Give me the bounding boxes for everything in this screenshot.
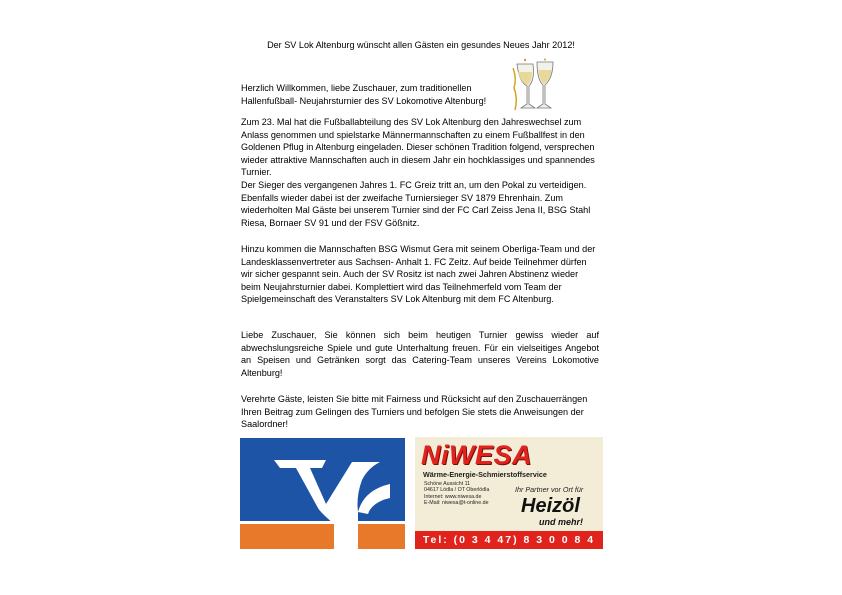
- niwesa-advertisement: [415, 437, 603, 549]
- niwesa-subtitle: Wärme-Energie-Schmierstoffservice: [423, 470, 547, 479]
- paragraph-5: Verehrte Gäste, leisten Sie bitte mit Fairness und Rücksicht auf den Zuschauerrängen Ihren Beitrag zum Gelingen des Turniers und befolgen Sie stets die Anweisungen der Saalordner!: [241, 394, 588, 430]
- volksbank-raiffeisenbank-logo: [240, 438, 405, 549]
- welcome-line-1: Herzlich Willkommen, liebe Zuschauer, zum traditionellen: [241, 83, 472, 93]
- niwesa-brand: NiWESA: [421, 440, 532, 470]
- paragraph-1: Zum 23. Mal hat die Fußballabteilung des SV Lok Altenburg den Jahreswechsel zum Anlass genommen und spielstarke Männermannschaften zu einem Fußballfest in den Goldenen Pflug in Altenburg eingeladen. Dieser schönen Tradition folgend, versprechen wieder attraktive Mannschaften auch in diesem Jahr ein hochklassiges und spannendes Turnier.: [241, 117, 595, 178]
- paragraph-3: Hinzu kommen die Mannschaften BSG Wismut Gera mit seinem Oberliga-Team und der Landesklassenvertreter aus Sachsen- Anhalt 1. FC Zeitz. Auf beide Teilnehmer dürfen wir sicher gespannt sein. Auch der SV Rositz ist nach zwei Jahren Abstinenz wieder beim Neujahrsturnier dabei. Komplettiert wird das Teilnehmerfeld vom Team der Spielgemeinschaft des Veranstalters SV Lok Altenburg mit dem FC Altenburg.: [241, 244, 596, 305]
- paragraph-4-block: [241, 329, 599, 379]
- paragraph-2: Der Sieger des vergangenen Jahres 1. FC Greiz tritt an, um den Pokal zu verteidigen. Ebenfalls wieder dabei ist der zweifache Turniersieger SV 1879 Ehrenhain. Zum wiederholten Mal Gäste bei unserem Turnier sind der FC Carl Zeiss Jena II, BSG Stahl Riesa, Bornaer SV 91 und der FSV Gößnitz.: [241, 179, 591, 228]
- niwesa-slogan: Ihr Partner vor Ort für: [515, 485, 584, 494]
- address-line: E-Mail: niwesa@t-online.de: [424, 500, 489, 507]
- address-line: Internet: www.niwesa.de: [424, 493, 482, 500]
- niwesa-product-sub: und mehr!: [539, 517, 583, 527]
- niwesa-phone: Tel: (0 3 4 47) 8 3 0 0 8 4: [415, 531, 603, 549]
- page-heading: Der SV Lok Altenburg wünscht allen Gästen ein gesundes Neues Jahr 2012!: [267, 40, 575, 50]
- paragraph-4: Liebe Zuschauer, Sie können sich beim heutigen Turnier gewiss wieder auf abwechslungsreiche Spiele und gute Unterhaltung freuen. Für ein vielseitiges Angebot an Speisen und Getränken sorgt das Catering-Team unseres Vereins Lokomotive Altenburg!: [241, 330, 599, 378]
- champagne-glasses-icon: [511, 58, 559, 114]
- paragraph-1-2: [241, 116, 599, 229]
- address-line: 04617 Lödla / OT Oberlödla: [424, 487, 490, 494]
- niwesa-product: Heizöl: [521, 495, 580, 517]
- paragraph-5-block: [241, 393, 599, 431]
- address-line: Schöne Aussicht 11: [424, 481, 471, 487]
- welcome-line-2: Hallenfußball- Neujahrsturnier des SV Lokomotive Altenburg!: [241, 95, 487, 106]
- vr-logo-mark-icon: [240, 438, 405, 549]
- paragraph-3-block: [241, 243, 599, 306]
- niwesa-address: [424, 481, 489, 507]
